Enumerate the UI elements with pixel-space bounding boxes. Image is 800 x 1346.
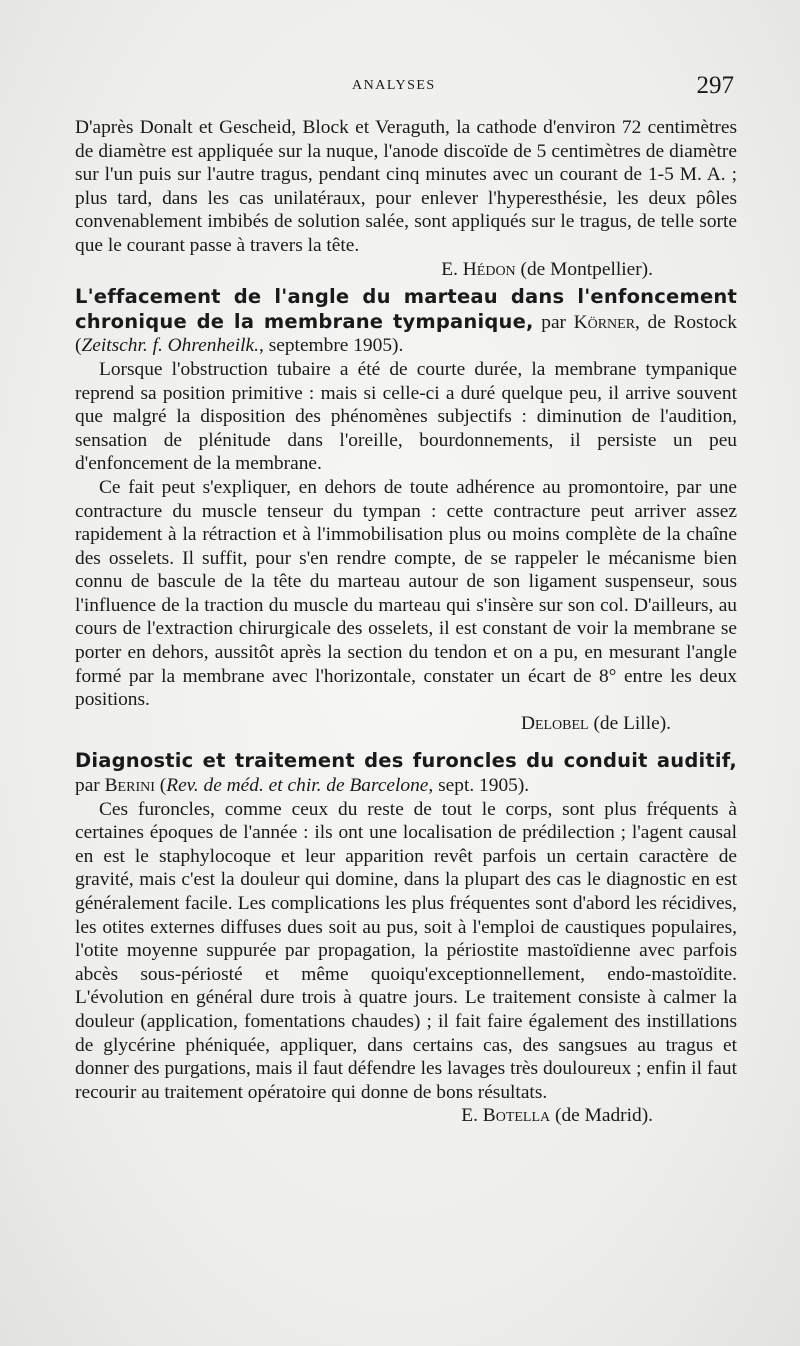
- journal-name: Zeitschr. f. Ohrenheilk.: [81, 335, 260, 357]
- text-column: [75, 116, 737, 1128]
- article-title: L'effacement de l'angle du marteau dans l'enfoncement chronique de la membrane tympanique,: [75, 285, 737, 333]
- cited-author: Berini: [104, 775, 155, 797]
- article-heading: [75, 285, 737, 358]
- article-by: par: [541, 311, 567, 333]
- reference-prefix: de Rostock (: [75, 311, 737, 357]
- signature-author: Delobel: [520, 712, 589, 734]
- signature-author: E. Botella: [461, 1105, 551, 1127]
- article-signature: [75, 712, 737, 736]
- article-paragraph: Ce fait peut s'expliquer, en dehors de toute adhérence au promontoire, par une contracture du muscle tenseur du tympan : cette contracture peut arriver assez rapidement à la rétraction et à l'immobilisation plus ou moins complète de la chaîne des osselets. Il suffit, pour s'en rendre compte, de se rappeler le mécanisme bien connu de bascule de la tête du marteau autour de son ligament suspenseur, sous l'influence de la traction du muscle du marteau qui s'insère sur son col. D'ailleurs, au cours de l'extraction chirurgicale des osselets, il est constant de voir la membrane se porter en dehors, aussitôt après la section du tendon et on a pu, en mesurant l'angle formé par la membrane avec l'horizontale, constater un écart de 8° entre les deux positions.: [75, 476, 737, 711]
- running-title: ANALYSES: [352, 78, 436, 93]
- page-number: 297: [696, 72, 734, 99]
- article-furoncles: [75, 749, 737, 1128]
- reference-open: (: [159, 775, 167, 797]
- article-title: Diagnostic et traitement des furoncles du conduit auditif,: [75, 749, 737, 773]
- continuation-paragraph: D'après Donalt et Gescheid, Block et Veraguth, la cathode d'environ 72 centimètres de diamètre est appliquée sur la nuque, l'anode discoïde de 5 centimètres de diamètre sur l'un puis sur l'autre tragus, pendant cinq minutes avec un courant de 1-5 M. A. ; plus tard, dans les cas unilatéraux, pour enlever l'hyperesthésie, les deux pôles convenablement imbibés de solution salée, sont appliqués sur le tragus, de telle sorte que le courant passe à travers la tête.: [75, 117, 737, 256]
- article-signature: [75, 1104, 737, 1128]
- article-paragraph: Ces furoncles, comme ceux du reste de tout le corps, sont plus fréquents à certaines époques de l'année : ils ont une localisation de prédilection ; l'agent causal en est le staphylocoque et leur apparition revêt parfois un certain caractère de gravité, mais c'est la douleur qui domine, dans la plupart des cas le diagnostic en est généralement facile. Les complications les plus fréquentes sont d'abord les récidives, les otites externes diffuses dues soit au pus, soit à l'emploi de caustiques populaires, l'otite moyenne suppurée par propagation, la périostite mastoïdienne avec parfois abcès sous-périosté et même quoiqu'exceptionnellement, endo-mastoïdite. L'évolution en général dure trois à quatre jours. Le traitement consiste à calmer la douleur (application, fomentations chaudes) ; il fait faire également des instillations de glycérine phéniquée, appliquer, dans certains cas, des sangsues au tragus et donner des purgations, mais il faut défendre les lavages très douloureux ; enfin il faut recourir au traitement opératoire qui donne de bons résultats.: [75, 798, 737, 1103]
- signature-affiliation: (de Madrid).: [555, 1105, 653, 1127]
- reference-date: , sept. 1905).: [428, 775, 530, 797]
- article-by: par: [75, 775, 100, 797]
- running-header: [0, 72, 800, 102]
- journal-name: Rev. de méd. et chir. de Barcelone: [166, 775, 429, 797]
- reference-date: , septembre 1905).: [259, 335, 404, 357]
- article-heading: [75, 749, 737, 797]
- article-effacement: [75, 285, 737, 735]
- signature-affiliation: (de Montpellier).: [520, 258, 653, 280]
- continuation-signature: [75, 258, 737, 282]
- signature-author: E. Hédon: [441, 258, 516, 280]
- signature-affiliation: (de Lille).: [593, 712, 671, 734]
- cited-author: Körner,: [573, 311, 640, 333]
- article-paragraph: Lorsque l'obstruction tubaire a été de courte durée, la membrane tympanique reprend sa position primitive : mais si celle-ci a duré quelque peu, il arrive souvent que malgré la disposition des phénomènes subjectifs : diminution de l'audition, sensation de plénitude dans l'oreille, bourdonnements, il persiste un peu d'enfoncement de la membrane.: [75, 358, 737, 475]
